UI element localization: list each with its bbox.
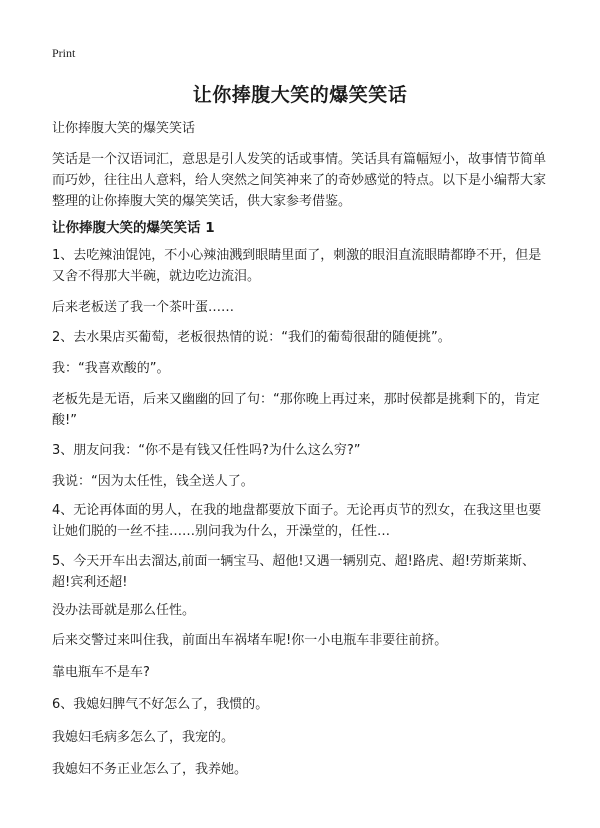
- paragraph-12: 靠电瓶车不是车?: [52, 665, 150, 680]
- paragraph-5: 老板先是无语，后来又幽幽的回了句：“那你晚上再过来，那时侯都是挑剩下的，肯定酸!”: [52, 392, 540, 428]
- page-title: 让你捧腹大笑的爆笑笑话: [192, 84, 408, 106]
- paragraph-10: 没办法哥就是那么任性。: [52, 603, 196, 618]
- paragraph-15: 我媳妇不务正业怎么了，我养她。: [52, 762, 248, 777]
- paragraph-1: 1、去吃辣油馄饨，不小心辣油溅到眼睛里面了，刺激的眼泪直流眼睛都睁不开，但是又舍不得那大半碗，就边吃边流泪。: [52, 248, 542, 284]
- subtitle-text: 让你捧腹大笑的爆笑笑话: [52, 121, 196, 136]
- intro-paragraph: 笑话是一个汉语词汇，意思是引人发笑的话或事情。笑话具有篇幅短小，故事情节简单而巧妙，往往出人意料，给人突然之间笑神来了的奇妙感觉的特点。以下是小编帮大家整理的让你捧腹大笑的爆笑笑话，供大家参考借鉴。: [52, 152, 547, 209]
- paragraph-7: 我说：“因为太任性，钱全送人了。: [52, 474, 254, 489]
- paragraph-8: 4、无论再体面的男人，在我的地盘都要放下面子。无论再贞节的烈女，在我这里也要让她们脱的一丝不挂……别问我为什么，开澡堂的，任性…: [52, 503, 542, 539]
- paragraph-2: 后来老板送了我一个茶叶蛋……: [52, 300, 235, 315]
- paragraph-6: 3、朋友问我：“你不是有钱又任性吗?为什么这么穷?”: [52, 443, 361, 458]
- section-heading: 让你捧腹大笑的爆笑笑话 1: [52, 220, 215, 236]
- paragraph-4: 我：“我喜欢酸的”。: [52, 361, 170, 376]
- print-link[interactable]: Print: [52, 46, 76, 60]
- paragraph-3: 2、去水果店买葡萄，老板很热情的说：“我们的葡萄很甜的随便挑”。: [52, 330, 451, 345]
- paragraph-14: 我媳妇毛病多怎么了，我宠的。: [52, 730, 235, 745]
- paragraph-11: 后来交警过来叫住我，前面出车祸堵车呢!你一小电瓶车非要往前挤。: [52, 633, 448, 648]
- paragraph-9: 5、今天开车出去溜达,前面一辆宝马、超他!又遇一辆别克、超!路虎、超!劳斯莱斯、超!宾利还超!: [52, 554, 536, 590]
- paragraph-13: 6、我媳妇脾气不好怎么了，我惯的。: [52, 697, 269, 712]
